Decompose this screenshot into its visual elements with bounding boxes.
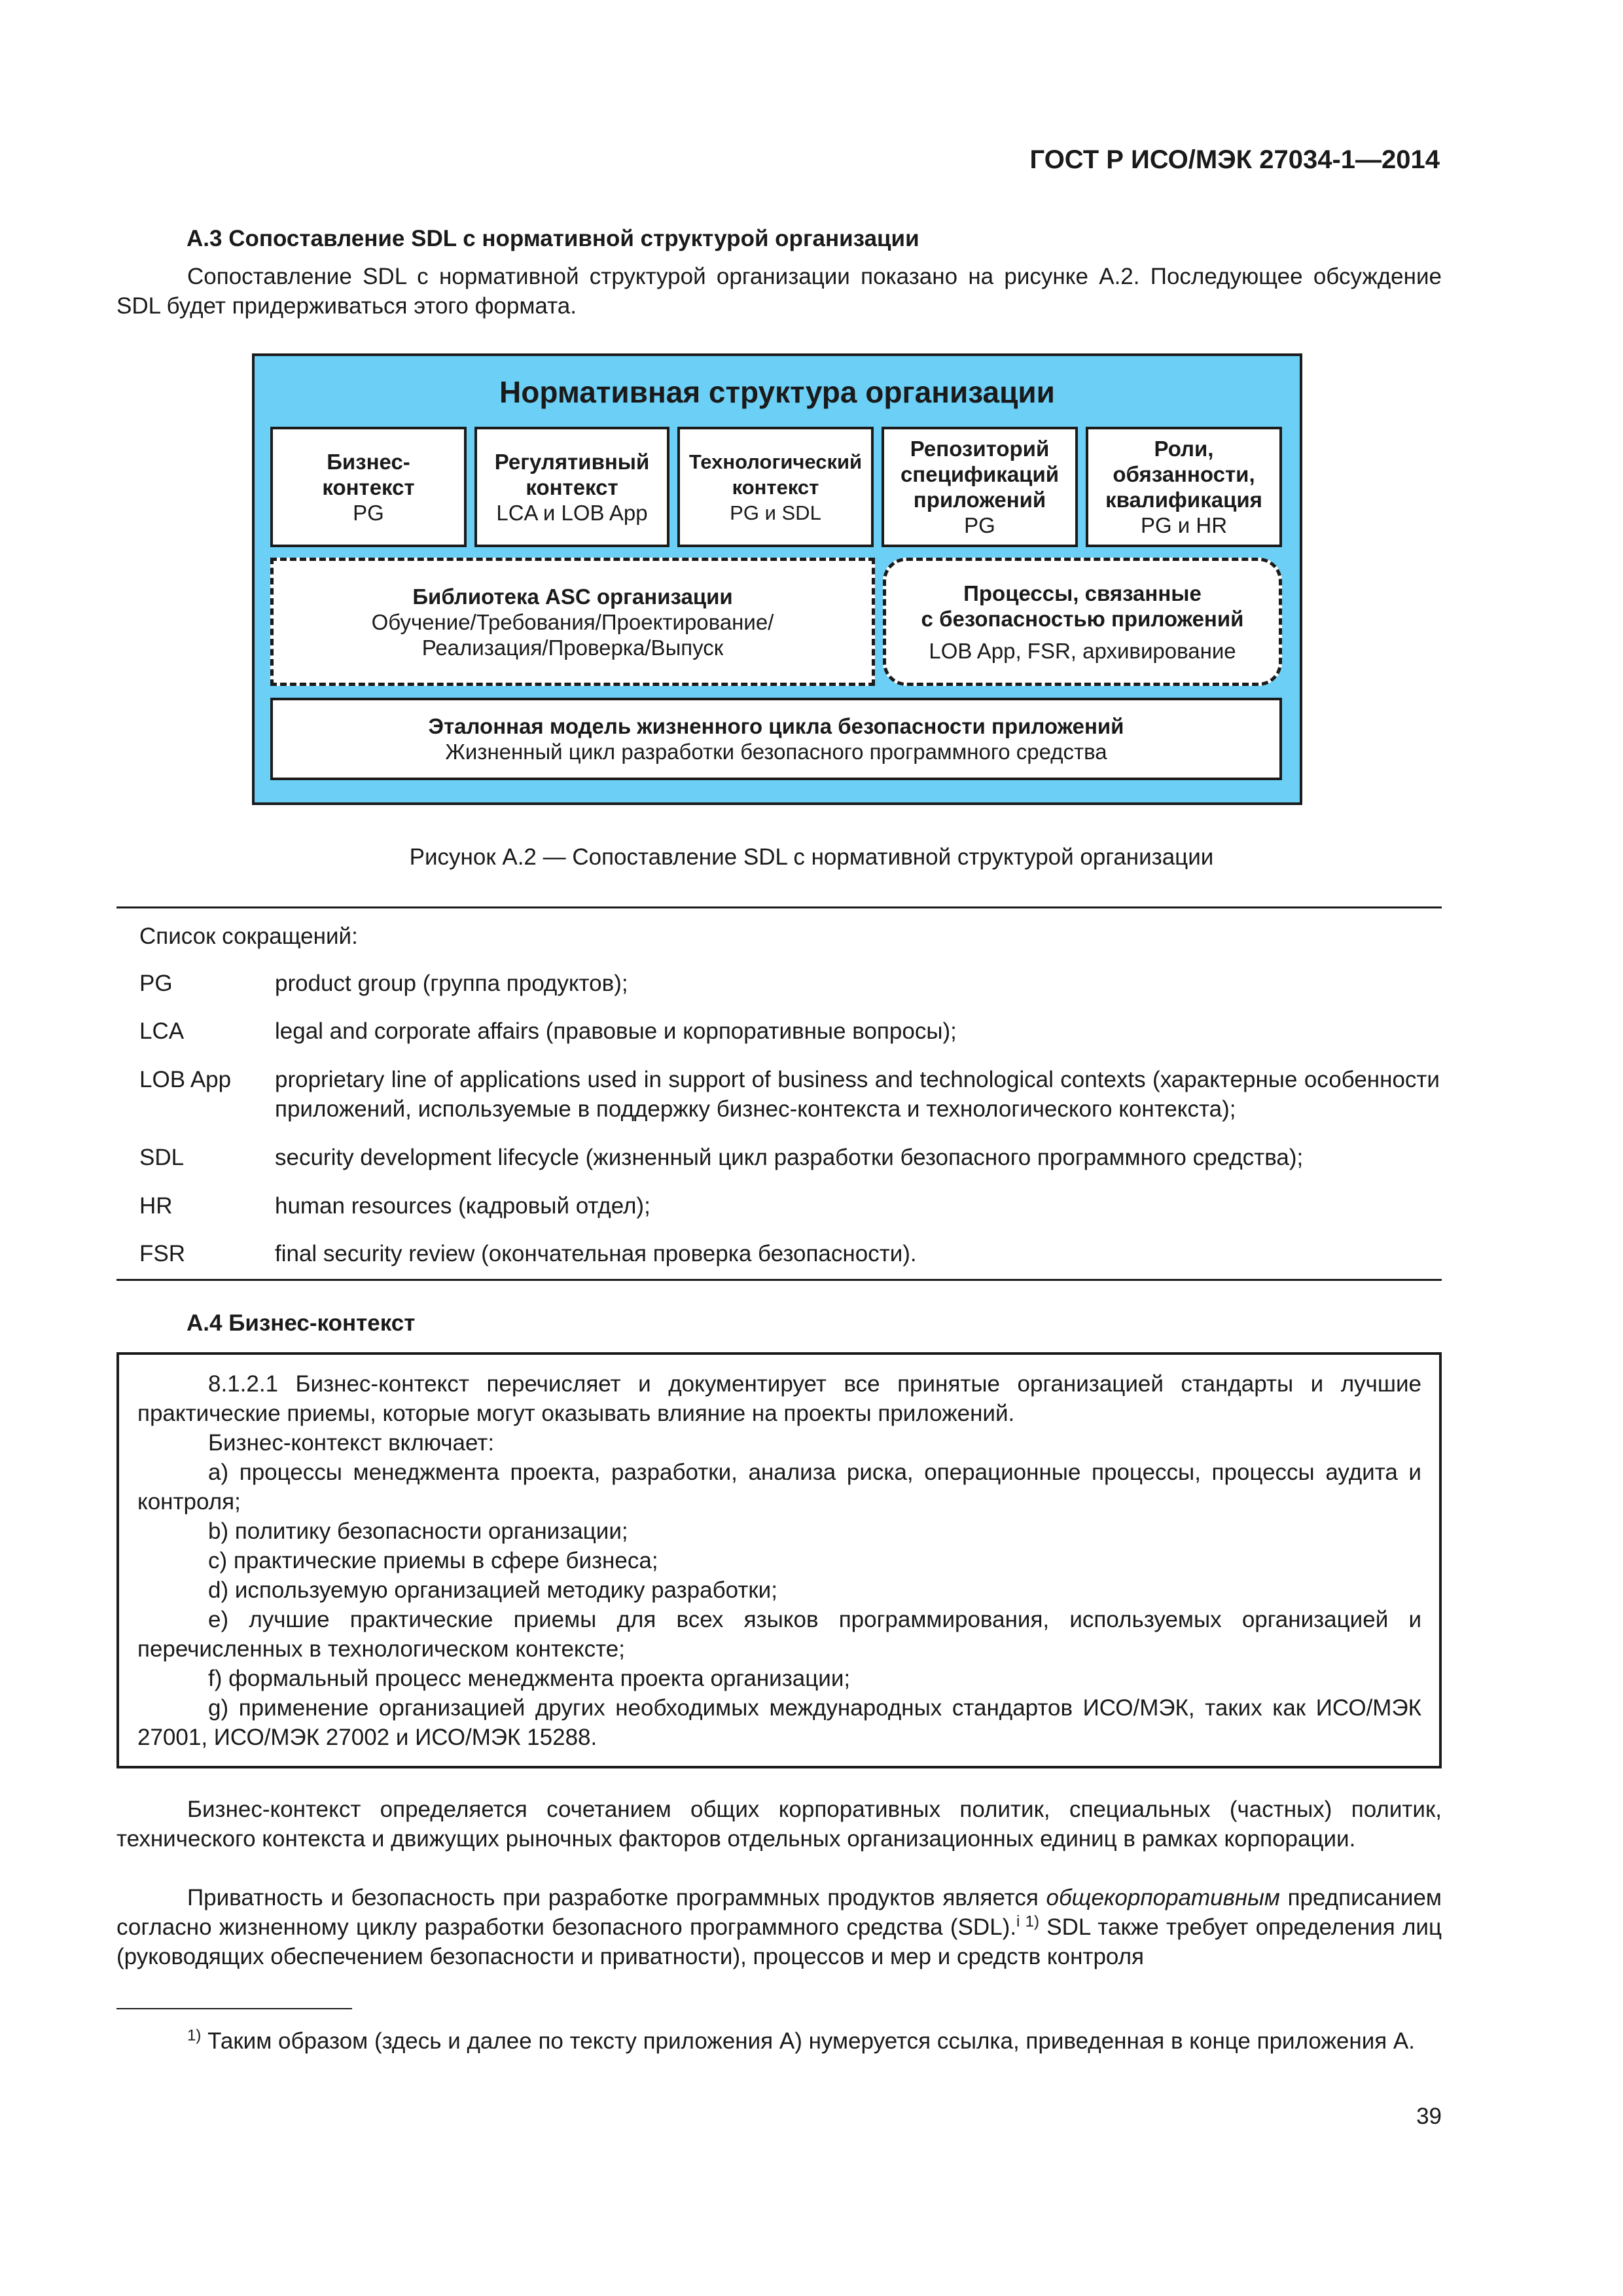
business-context-paragraph: Бизнес-контекст определяется сочетанием общих корпоративных политик, специальных (частных) политик, технического контекста и движущих рыночных факторов отдельных организационных единиц в рамках корпорации. — [116, 1797, 1442, 1852]
security-processes-title: Процессы, связанные с безопасностью приложений — [921, 581, 1244, 631]
footnote-text: Таким образом (здесь и далее по тексту приложения А) нумеруется ссылка, приведенная в конце приложения А. — [201, 2028, 1415, 2054]
section-a3-text: Сопоставление SDL с нормативной структурой организации показано на рисунке А.2. Последующее обсуждение SDL будет придерживаться этого формата. — [116, 264, 1442, 319]
regulatory-context-owner: LCA и LOB App — [496, 500, 648, 525]
abbreviations-top-rule — [116, 906, 1442, 908]
clause-item: d) используемую организацией методику разработки; — [208, 1577, 777, 1603]
privacy-security-paragraph — [116, 1883, 1442, 1971]
quoted-clause-box — [116, 1352, 1442, 1768]
business-context-title: Бизнес- контекст — [322, 449, 415, 499]
roles-box — [1086, 427, 1282, 547]
abbreviations-bottom-rule — [116, 1279, 1442, 1281]
regulatory-context-box — [474, 427, 669, 547]
abbreviation-key: LCA — [139, 1018, 185, 1044]
footnote-rule — [116, 2008, 352, 2009]
abbreviation-value: human resources (кадровый отдел); — [275, 1193, 651, 1219]
abbreviation-value: proprietary line of applications used in support of business and technological contexts (характерные особенности приложений, используемые в поддержку бизнес-контекста и технологического контекста); — [275, 1067, 1440, 1122]
regulatory-context-title: Регулятивный контекст — [494, 449, 650, 499]
abbreviations-title: Список сокращений: — [139, 924, 358, 949]
app-spec-repository-box — [882, 427, 1078, 547]
abbreviation-value: product group (группа продуктов); — [275, 971, 628, 996]
app-spec-repository-owner: PG — [964, 513, 995, 537]
abbreviation-value: legal and corporate affairs (правовые и корпоративные вопросы); — [275, 1018, 957, 1044]
abbreviation-key: PG — [139, 971, 173, 996]
reference-model-subtitle: Жизненный цикл разработки безопасного программного средства — [445, 740, 1107, 764]
clause-lead: 8.1.2.1 Бизнес-контекст перечисляет и документирует все принятые организацией стандарты и лучшие практические приемы, которые могут оказывать влияние на проекты приложений. — [137, 1371, 1421, 1426]
footnote — [116, 2026, 1442, 2056]
abbreviation-key: LOB App — [139, 1067, 232, 1092]
clause-item: c) практические приемы в сфере бизнеса; — [208, 1548, 658, 1573]
business-context-box — [270, 427, 467, 547]
clause-item: f) формальный процесс менеджмента проекта организации; — [208, 1666, 851, 1691]
privacy-text-start: Приватность и безопасность при разработке программных продуктов является — [187, 1885, 1046, 1910]
figure-caption: Рисунок А.2 — Сопоставление SDL с нормативной структурой организации — [409, 844, 1214, 870]
clause-item: a) процессы менеджмента проекта, разработки, анализа риска, операционные процессы, процессы аудита и контроля; — [137, 1460, 1421, 1515]
app-spec-repository-title: Репозиторий спецификаций приложений — [900, 437, 1060, 512]
abbreviation-key: HR — [139, 1193, 173, 1219]
clause-includes: Бизнес-контекст включает: — [208, 1430, 495, 1456]
abbreviation-key: FSR — [139, 1241, 185, 1266]
page-number: 39 — [1416, 2104, 1442, 2129]
reference-model-title: Эталонная модель жизненного цикла безопасности приложений — [428, 714, 1124, 738]
technological-context-box — [677, 427, 874, 547]
roles-title: Роли, обязанности, квалификация — [1105, 437, 1262, 512]
technological-context-owner: PG и SDL — [730, 501, 821, 524]
security-processes-box — [883, 558, 1282, 686]
org-structure-figure — [252, 353, 1302, 805]
section-a4-heading: А.4 Бизнес-контекст — [187, 1310, 416, 1336]
technological-context-title: Технологический контекст — [688, 450, 863, 499]
roles-owner: PG и HR — [1140, 513, 1228, 537]
reference-model-box — [270, 698, 1282, 780]
privacy-text-emphasis: общекорпоративным — [1046, 1885, 1280, 1910]
figure-title: Нормативная структура организации — [499, 375, 1055, 409]
clause-item: b) политику безопасности организации; — [208, 1518, 628, 1544]
section-a3-heading: А.3 Сопоставление SDL с нормативной структурой организации — [187, 226, 919, 251]
abbreviation-value: security development lifecycle (жизненный цикл разработки безопасного программного средства); — [275, 1145, 1304, 1170]
clause-item: e) лучшие практические приемы для всех языков программирования, используемых организацией и перечисленных в технологическом контексте; — [137, 1607, 1421, 1662]
asc-library-stages: Обучение/Требования/Проектирование/ Реализация/Проверка/Выпуск — [371, 609, 774, 660]
reference-marker: i 1) — [1016, 1912, 1039, 1931]
security-processes-items: LOB App, FSR, архивирование — [929, 638, 1236, 663]
privacy-text-end: SDL также требует определения лиц (руководящих обеспечением безопасности и приватности), процессов и мер и средств контроля — [116, 1914, 1442, 1969]
asc-library-title: Библиотека ASC организации — [412, 584, 733, 609]
document-id-header: ГОСТ Р ИСО/МЭК 27034-1—2014 — [1029, 145, 1440, 174]
asc-library-box — [270, 558, 875, 686]
abbreviation-value: final security review (окончательная проверка безопасности). — [275, 1241, 917, 1266]
clause-item: g) применение организацией других необходимых международных стандартов ИСО/МЭК, таких как ИСО/МЭК 27001, ИСО/МЭК 27002 и ИСО/МЭК 15288. — [137, 1695, 1421, 1750]
business-context-owner: PG — [353, 500, 384, 525]
privacy-text-middle: предписанием согласно жизненному циклу разработки безопасного программного средства (SDL). — [116, 1885, 1442, 1940]
abbreviation-key: SDL — [139, 1145, 185, 1170]
footnote-mark: 1) — [187, 2026, 202, 2045]
